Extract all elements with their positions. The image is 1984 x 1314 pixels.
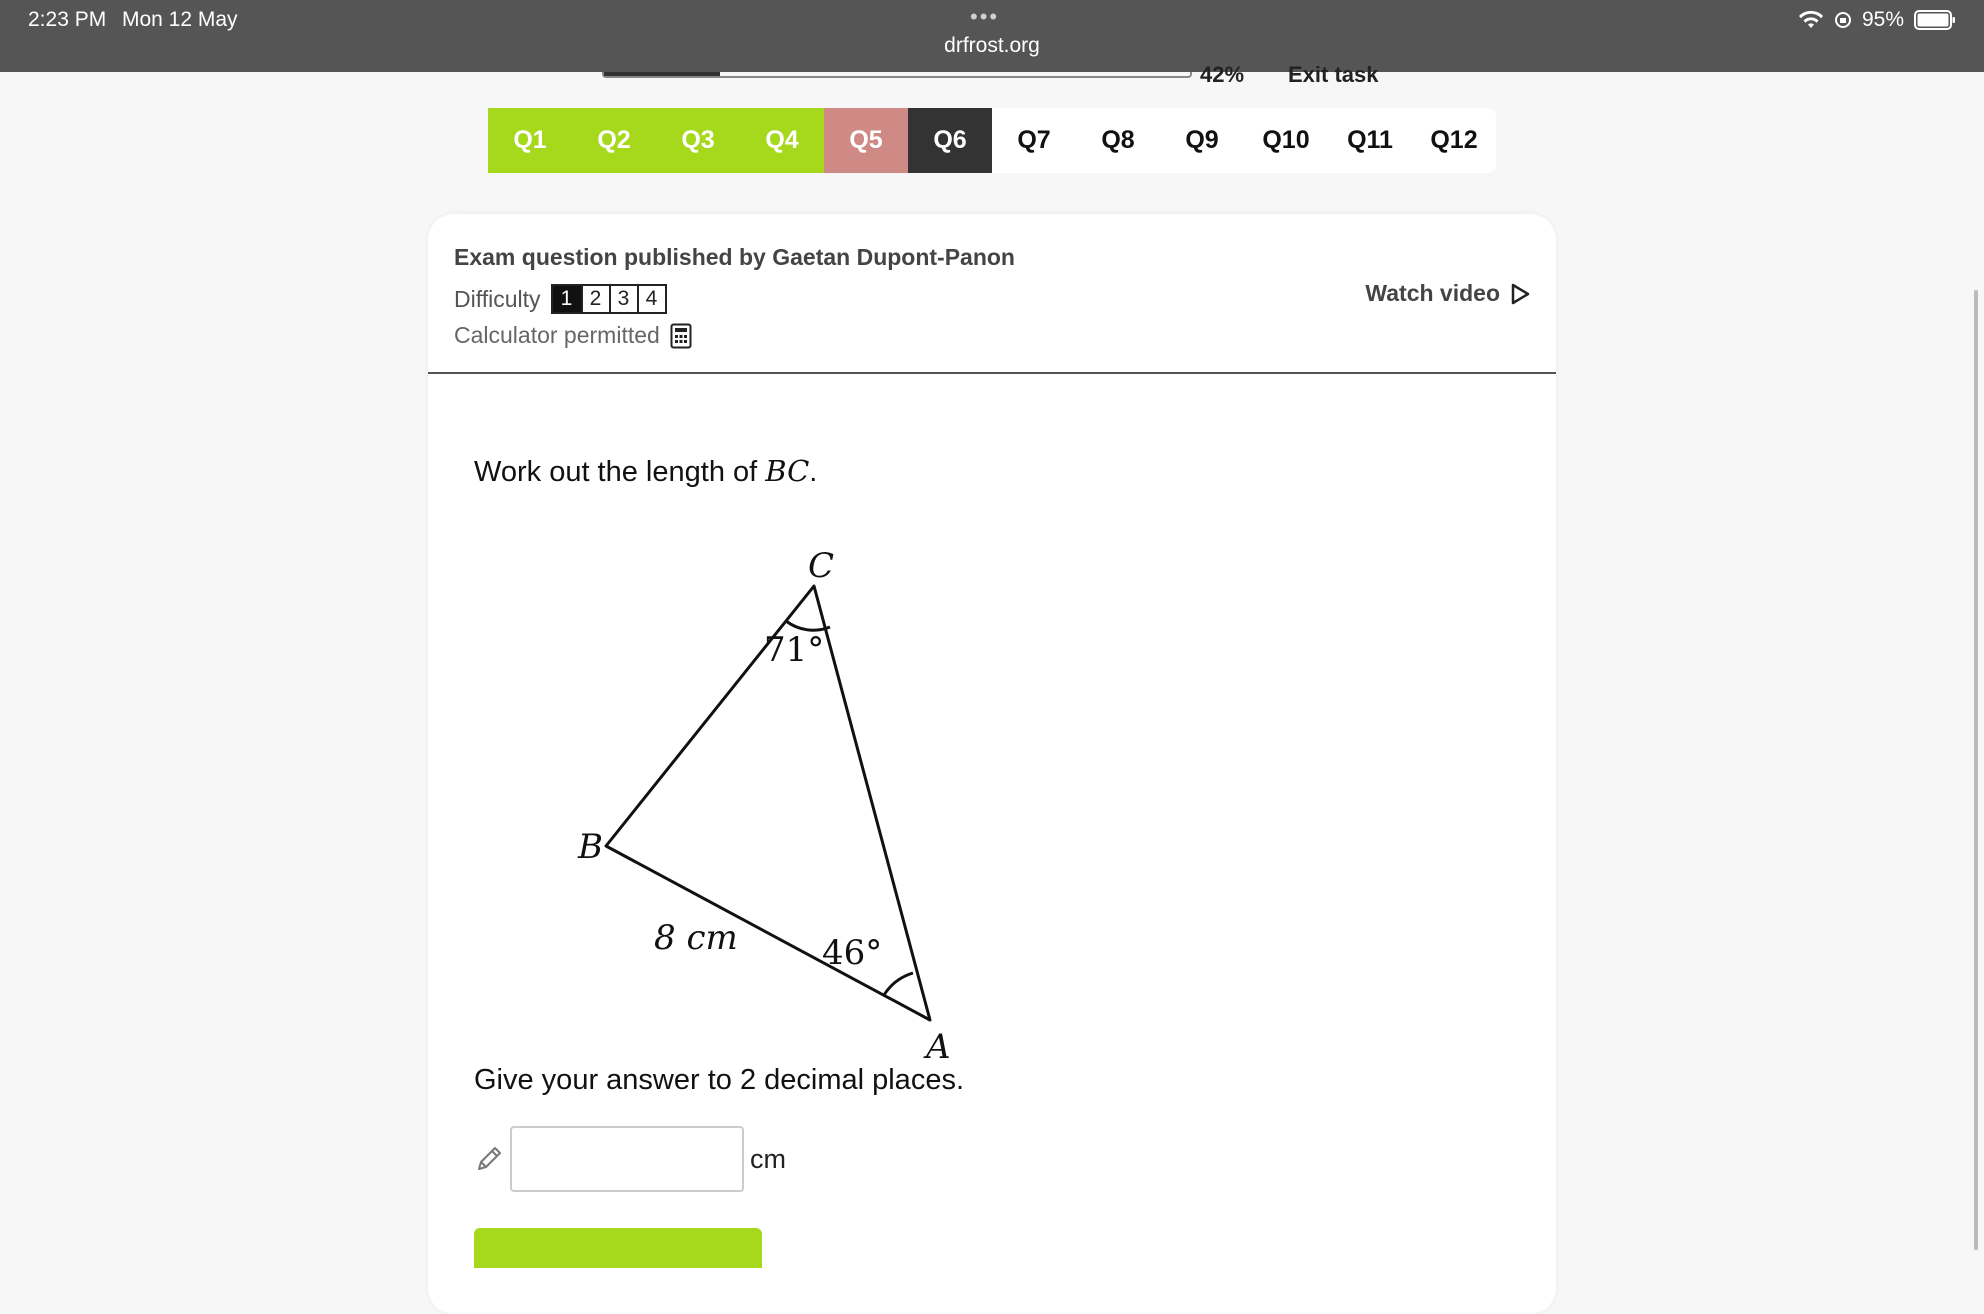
calculator-icon [670,323,692,349]
scrollbar[interactable] [1974,290,1978,1250]
vertex-b-label: B [578,827,603,867]
question-tab-q10[interactable]: Q10 [1262,126,1310,154]
wifi-icon [1798,10,1824,30]
battery-icon [1914,10,1956,30]
calculator-row [454,322,692,349]
question-tab-q4[interactable]: Q4 [740,108,824,173]
status-date: Mon 12 May [122,8,238,31]
question-tab-q3[interactable]: Q3 [656,108,740,173]
difficulty-level-4: 4 [637,286,665,312]
question-tab-q6[interactable]: Q6 [908,108,992,173]
difficulty-scale [551,284,667,314]
angle-a-arc [884,973,913,995]
question-tab-q2[interactable]: Q2 [572,108,656,173]
watch-video-label: Watch video [1365,280,1500,306]
question-suffix: . [809,456,818,488]
exit-task-button[interactable]: Exit task [1288,62,1379,87]
address-bar-url[interactable]: drfrost.org [944,34,1040,57]
task-progress-fill [604,72,720,76]
answer-unit: cm [750,1143,786,1174]
question-target: BC [765,454,810,488]
more-dots-icon[interactable]: ••• [970,4,1000,29]
status-indicators [1798,8,1956,32]
vertex-a-label: A [926,1027,951,1067]
status-time: 2:23 PM [28,8,107,31]
triangle-diagram [468,524,988,1067]
submit-button[interactable] [474,1228,762,1268]
answer-instruction: Give your answer to 2 decimal places. [474,1064,964,1096]
question-card [428,214,1556,1314]
question-tab-q5[interactable]: Q5 [824,108,908,173]
difficulty-level-1: 1 [553,286,581,312]
question-text [474,454,817,489]
angle-a-label: 46° [822,933,883,973]
pencil-icon[interactable] [474,1144,504,1174]
question-tab-q8[interactable]: Q8 [1101,126,1135,154]
question-tab-q1[interactable]: Q1 [488,108,572,173]
difficulty-level-2: 2 [581,286,609,312]
question-prefix: Work out the length of [474,456,766,488]
angle-c-label: 71° [764,630,825,670]
difficulty-label: Difficulty [454,285,541,312]
status-bar [0,0,1984,72]
calculator-label: Calculator permitted [454,322,660,348]
question-tab-q11[interactable]: Q11 [1347,126,1393,154]
task-progress-percent: 42% [1200,62,1245,87]
vertex-c-label: C [808,546,835,586]
battery-percent: 95% [1861,8,1904,31]
task-progress-bar [602,72,1192,78]
question-tab-q9[interactable]: Q9 [1185,126,1219,154]
answer-input[interactable] [510,1126,744,1192]
question-nav [488,108,1496,173]
difficulty-row [454,284,667,314]
orientation-lock-icon [1834,11,1852,29]
watch-video-button[interactable] [1365,280,1530,307]
difficulty-level-3: 3 [609,286,637,312]
play-icon [1510,283,1530,305]
publisher-text: Exam question published by Gaetan Dupont-Panon [454,244,1015,270]
answer-row [474,1126,786,1192]
side-ab-label: 8 cm [654,918,738,958]
question-tab-q12[interactable]: Q12 [1430,126,1478,154]
card-header [428,214,1556,374]
question-tab-q7[interactable]: Q7 [1017,126,1051,154]
